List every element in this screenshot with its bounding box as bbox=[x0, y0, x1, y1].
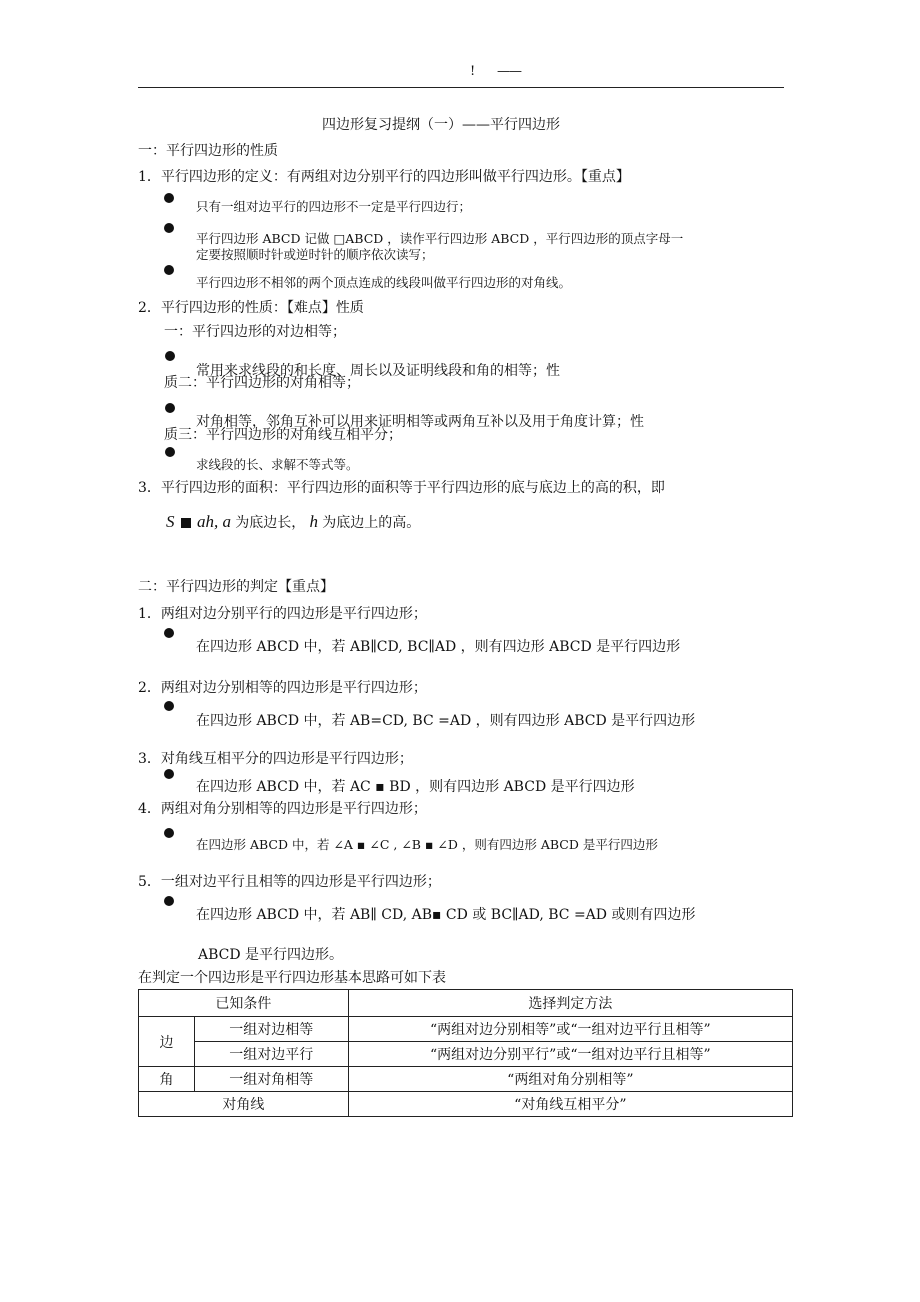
formula-h: h bbox=[309, 512, 318, 531]
table-row bbox=[139, 1067, 793, 1092]
bullet-text-1: 只有一组对边平行的四边形不一定是平行四边行； bbox=[196, 199, 472, 214]
table-row bbox=[139, 1092, 793, 1117]
judgement-2: 2．两组对边分别相等的四边形是平行四边形； bbox=[138, 680, 427, 696]
bullet-icon bbox=[164, 193, 174, 203]
property-2: 质二：平行四边形的对角相等； bbox=[164, 375, 360, 391]
bullet-icon bbox=[164, 628, 174, 638]
header-rule bbox=[138, 87, 784, 88]
bullet-icon bbox=[164, 896, 174, 906]
page-title: 四边形复习提纲（一）——平行四边形 bbox=[322, 117, 560, 133]
table-intro: 在判定一个四边形是平行四边形基本思路可如下表 bbox=[138, 970, 446, 986]
bullet-icon bbox=[164, 701, 174, 711]
table-row bbox=[139, 1017, 793, 1042]
judgement-5-example-cont: ABCD 是平行四边形。 bbox=[198, 947, 344, 963]
table-row bbox=[139, 1042, 793, 1067]
formula-text-1: 为底边长， bbox=[235, 515, 306, 531]
angle-group-label: 角 bbox=[139, 1067, 195, 1092]
property-3-use: 求线段的长、求解不等式等。 bbox=[196, 457, 359, 472]
item2-properties: 2．平行四边形的性质：【难点】性质 bbox=[138, 300, 364, 316]
bullet-icon bbox=[164, 828, 174, 838]
judgement-1-example: 在四边形 ABCD 中，若 AB∥CD, BC∥AD ，则有四边形 ABCD 是平行四边形 bbox=[196, 639, 681, 655]
method-cell: “两组对边分别平行”或“一组对边平行且相等” bbox=[348, 1042, 792, 1067]
judgement-summary-table bbox=[138, 989, 793, 1117]
bullet-text-2: 平行四边形 ABCD 记做 □ABCD ，读作平行四边形 ABCD ，平行四边形的顶点字母一 bbox=[196, 231, 684, 246]
bullet-icon bbox=[165, 403, 175, 413]
judgement-3: 3．对角线互相平分的四边形是平行四边形； bbox=[138, 751, 413, 767]
judgement-5: 5．一组对边平行且相等的四边形是平行四边形； bbox=[138, 874, 441, 890]
judgement-2-example: 在四边形 ABCD 中，若 AB=CD, BC =AD ，则有四边形 ABCD 是平行四边形 bbox=[196, 713, 696, 729]
formula-ah: ah, a bbox=[197, 512, 231, 531]
property-2-use: 对角相等，邻角互补可以用来证明相等或两角互补以及用于角度计算；性 bbox=[196, 414, 644, 430]
equals-box-icon bbox=[181, 518, 191, 528]
condition-cell: 对角线 bbox=[139, 1092, 349, 1117]
header-known-conditions: 已知条件 bbox=[139, 990, 349, 1017]
method-cell: “对角线互相平分” bbox=[348, 1092, 792, 1117]
section1-heading: 一：平行四边形的性质 bbox=[138, 143, 278, 159]
condition-cell: 一组对角相等 bbox=[194, 1067, 348, 1092]
property-1-use: 常用来求线段的和长度、周长以及证明线段和角的相等；性 bbox=[196, 363, 560, 379]
judgement-5-example: 在四边形 ABCD 中，若 AB∥ CD, AB▪ CD 或 BC∥AD, BC =AD 或则有四边形 bbox=[196, 907, 696, 923]
bullet-text-3: 平行四边形不相邻的两个顶点连成的线段叫做平行四边形的对角线。 bbox=[196, 275, 572, 290]
condition-cell: 一组对边平行 bbox=[194, 1042, 348, 1067]
header-mark: ! bbox=[470, 64, 476, 79]
table-header-row bbox=[139, 990, 793, 1017]
method-cell: “两组对角分别相等” bbox=[348, 1067, 792, 1092]
header-method: 选择判定方法 bbox=[348, 990, 792, 1017]
judgement-4-example: 在四边形 ABCD 中，若 ∠A ▪ ∠C , ∠B ▪ ∠D ，则有四边形 ABCD 是平行四边形 bbox=[196, 837, 658, 852]
formula-text-2: 为底边上的高。 bbox=[322, 515, 421, 531]
bullet-icon bbox=[164, 769, 174, 779]
bullet-icon bbox=[164, 265, 174, 275]
bullet-icon bbox=[165, 447, 175, 457]
bullet-icon bbox=[164, 223, 174, 233]
condition-cell: 一组对边相等 bbox=[194, 1017, 348, 1042]
item1-definition: 1．平行四边形的定义：有两组对边分别平行的四边形叫做平行四边形。【重点】 bbox=[138, 169, 630, 185]
bullet-icon bbox=[165, 351, 175, 361]
header-dash: —— bbox=[497, 64, 521, 79]
property-1: 一：平行四边形的对边相等； bbox=[164, 324, 346, 340]
formula-s: S bbox=[166, 512, 175, 531]
section2-heading: 二：平行四边形的判定【重点】 bbox=[138, 579, 334, 595]
judgement-4: 4．两组对角分别相等的四边形是平行四边形； bbox=[138, 801, 427, 817]
side-group-label: 边 bbox=[139, 1017, 195, 1067]
area-formula bbox=[166, 512, 420, 532]
bullet-text-2-cont: 定要按照顺时针或逆时针的顺序依次读写； bbox=[196, 247, 434, 262]
judgement-3-example: 在四边形 ABCD 中，若 AC ▪ BD ，则有四边形 ABCD 是平行四边形 bbox=[196, 779, 635, 795]
judgement-1: 1．两组对边分别平行的四边形是平行四边形； bbox=[138, 606, 427, 622]
item3-area: 3．平行四边形的面积：平行四边形的面积等于平行四边形的底与底边上的高的积，即 bbox=[138, 480, 665, 496]
property-3: 质三：平行四边形的对角线互相平分； bbox=[164, 427, 402, 443]
method-cell: “两组对边分别相等”或“一组对边平行且相等” bbox=[348, 1017, 792, 1042]
